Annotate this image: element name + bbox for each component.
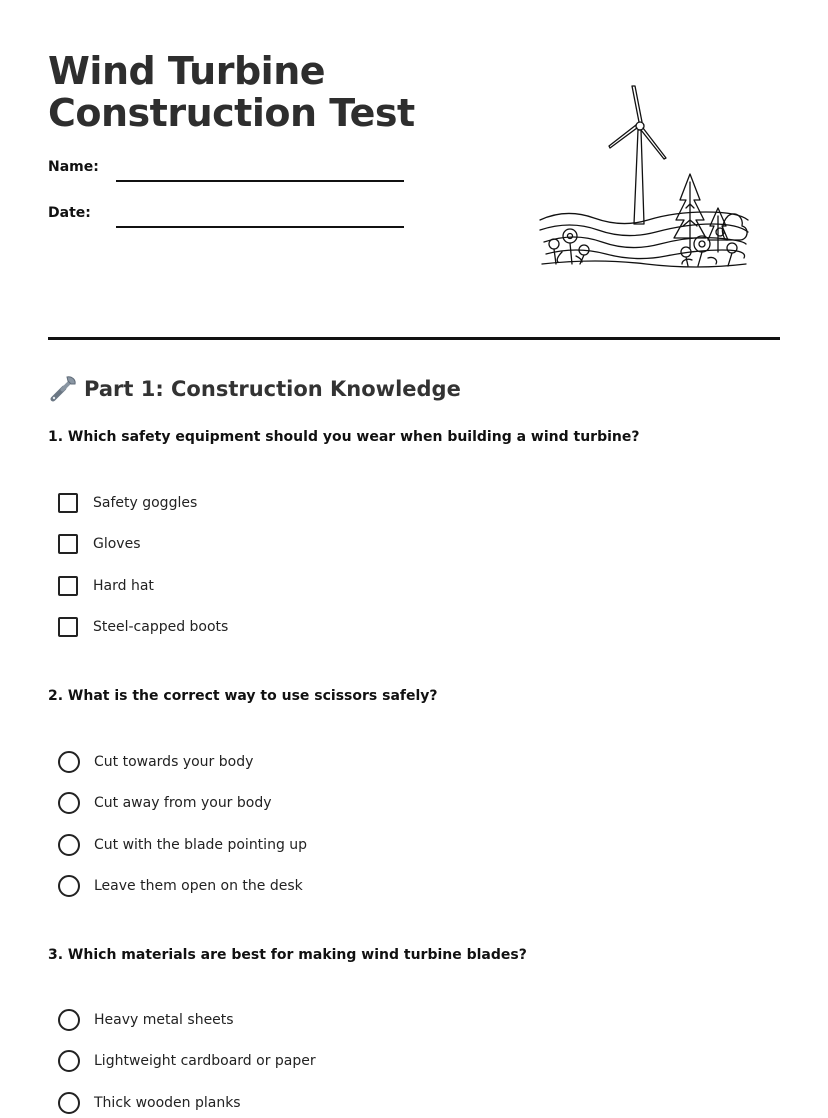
part-1-title: Part 1: Construction Knowledge [84, 377, 461, 401]
checkbox[interactable] [58, 493, 78, 513]
checkbox[interactable] [58, 617, 78, 637]
title-line-2: Construction Test [48, 91, 415, 135]
q1-option-3[interactable] [58, 574, 154, 598]
page-title [48, 50, 528, 134]
date-field[interactable] [116, 226, 404, 228]
option-label: Steel-capped boots [93, 619, 229, 635]
q2-option-3[interactable] [58, 833, 307, 857]
q3-option-2[interactable] [58, 1049, 316, 1073]
option-label: Heavy metal sheets [94, 1012, 234, 1028]
checkbox[interactable] [58, 576, 78, 596]
question-1: 1. Which safety equipment should you wear when building a wind turbine? [48, 429, 640, 445]
option-label: Gloves [93, 536, 141, 552]
radio-button[interactable] [58, 1050, 80, 1072]
radio-button[interactable] [58, 751, 80, 773]
option-label: Thick wooden planks [94, 1095, 241, 1111]
question-3: 3. Which materials are best for making wind turbine blades? [48, 947, 527, 963]
part-1-heading [48, 373, 461, 405]
option-label: Cut towards your body [94, 754, 254, 770]
option-label: Safety goggles [93, 495, 198, 511]
title-line-1: Wind Turbine [48, 49, 326, 93]
q1-option-1[interactable] [58, 491, 197, 515]
q1-option-2[interactable] [58, 532, 141, 556]
q2-option-2[interactable] [58, 791, 272, 815]
q2-option-4[interactable] [58, 874, 303, 898]
radio-button[interactable] [58, 1009, 80, 1031]
option-label: Cut with the blade pointing up [94, 837, 308, 853]
radio-button[interactable] [58, 834, 80, 856]
option-label: Leave them open on the desk [94, 878, 303, 894]
radio-button[interactable] [58, 792, 80, 814]
section-divider [48, 337, 780, 340]
option-label: Cut away from your body [94, 795, 272, 811]
wrench-icon [48, 374, 78, 404]
option-label: Lightweight cardboard or paper [94, 1053, 316, 1069]
option-label: Hard hat [93, 578, 154, 594]
radio-button[interactable] [58, 1092, 80, 1114]
checkbox[interactable] [58, 534, 78, 554]
wind-turbine-landscape-icon [536, 82, 752, 272]
radio-button[interactable] [58, 875, 80, 897]
q1-option-4[interactable] [58, 615, 228, 639]
question-2: 2. What is the correct way to use scissors safely? [48, 688, 438, 704]
q2-option-1[interactable] [58, 750, 253, 774]
q3-option-1[interactable] [58, 1008, 234, 1032]
q3-option-3[interactable] [58, 1091, 241, 1115]
name-field[interactable] [116, 180, 404, 182]
name-label: Name: [48, 159, 99, 175]
date-label: Date: [48, 205, 91, 221]
